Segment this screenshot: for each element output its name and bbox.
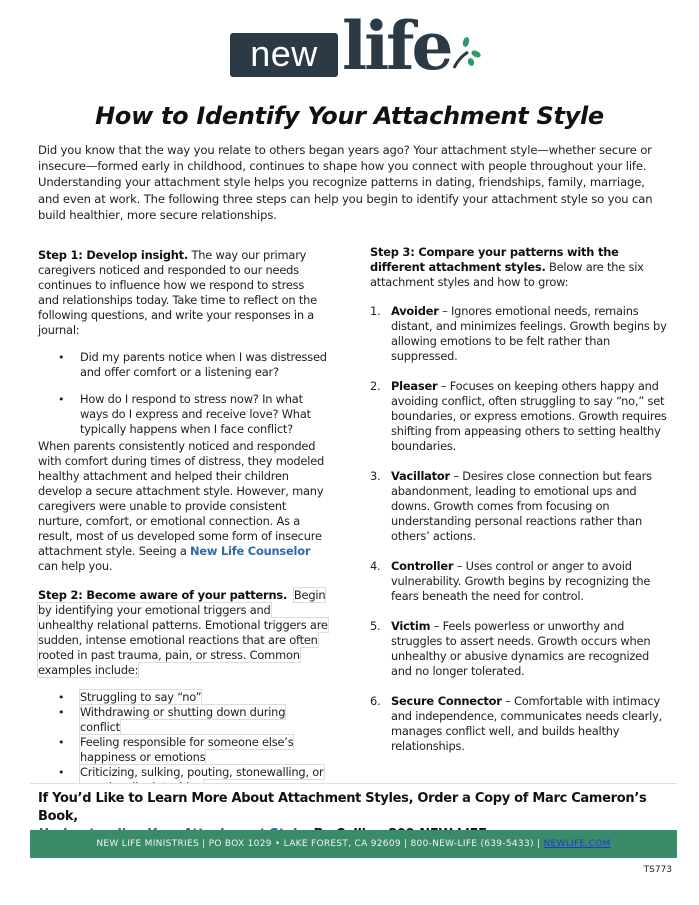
step2-heading: Step 2: Become aware of your patterns. [38,588,288,602]
style-item-controller [370,559,670,604]
example-text: Feeling responsible for someone else’s happiness or emotions [80,735,294,764]
step1-followup-text: When parents consistently noticed and responded with comfort during times of distress, they modeled healthy attachment and helped their children develop a secure attachment style. However, many caregivers were unable to provide consistent nurture, comfort, or emotional connection. As a result, most of us developed some form of insecure attachment style. Seeing a [38,439,325,558]
list-item [38,735,328,765]
step2-paragraph [38,588,328,678]
style-number: 4. [370,559,381,573]
intro-paragraph: Did you know that the way you relate to others began years ago? Your attachment style—whether secure or insecure—formed early in childhood, continues to shape how you connect with people throughout your life. Understanding your attachment style helps you recognize patterns in dating, friendships, family, marriage, and even at work. The following three steps can help you begin to identify your attachment style so you can build healthier, more secure relationships. [38,143,653,222]
style-number: 1. [370,304,381,318]
style-number: 3. [370,469,381,483]
page-title: How to Identify Your Attachment Style [95,102,604,130]
step1-body: The way our primary caregivers noticed and responded to our needs continues to influence how we respond to stress and relationships today. Take time to reflect on the following questions, and write your responses in a journal: [38,248,317,337]
example-text: Withdrawing or shutting down during conflict [80,705,286,734]
example-text: Criticizing, sulking, pouting, stonewalling, or [80,765,324,794]
style-desc: – Uses control or anger to avoid vulnerability. Growth begins by recognizing the fears beneath the need for control. [391,559,651,603]
style-number: 6. [370,694,381,708]
step3-paragraph [370,245,670,290]
footer-contact-band [30,830,677,858]
step3-heading: Step 3: Compare your patterns with the different attachment styles. [370,245,619,274]
callout-line1: If You’d Like to Learn More About Attachment Styles, Order a Copy of Marc Cameron’s Book, [38,791,647,824]
list-item [38,705,328,735]
style-name: Victim [391,619,431,633]
style-desc: – Focuses on keeping others happy and avoiding conflict, often struggling to say “no,” set boundaries, or express emotions. Growth requires shifting from appeasing others to setting healthy boundaries. [391,379,667,453]
step1-paragraph [38,248,328,338]
step2-body: Begin by identifying your emotional triggers and unhealthy relational patterns. Emotional triggers are sudden, intense emotional reactions that are often rooted in past trauma, pain, or stress. Common examples include: [38,588,328,677]
website-link[interactable]: NEWLIFE.COM [543,839,611,849]
footer-contact-text: NEW LIFE MINISTRIES | PO BOX 1029 • LAKE FOREST, CA 92609 | 800-NEW-LIFE (639-5433) | [96,839,544,849]
list-item [38,690,328,705]
step2-examples [38,690,328,795]
style-item-avoider [370,304,670,364]
list-item: • Did my parents notice when I was distressed and offer comfort or a listening ear? [38,350,328,380]
style-number: 5. [370,619,381,633]
new-life-logo [230,7,490,86]
style-number: 2. [370,379,381,393]
leaf-icon [452,36,482,70]
new-life-counselor-link[interactable]: New Life Counselor [190,544,311,558]
style-desc: – Ignores emotional needs, remains distant, and minimizes feelings. Growth begins by allowing emotions to be felt rather than suppressed. [391,304,667,363]
style-desc: – Feels powerless or unworthy and struggles to assert needs. Growth occurs when unhealthy or abusive dynamics are recognized and no longer tolerated. [391,619,651,678]
style-name: Secure Connector [391,694,502,708]
step1-followup-end: can help you. [38,559,113,573]
right-column [370,245,670,769]
style-item-vacillator [370,469,670,544]
list-item: • How do I respond to stress now? In what ways do I express and receive love? What typically happens when I face conflict? [38,392,328,437]
example-text: Struggling to say “no” [80,690,202,704]
book-callout [30,783,677,830]
style-item-pleaser [370,379,670,454]
logo-life-text: life [342,7,451,85]
document-code: TS773 [643,865,672,875]
style-name: Avoider [391,304,439,318]
attachment-styles-list [370,304,670,754]
style-item-secure-connector [370,694,670,754]
style-name: Pleaser [391,379,438,393]
left-column [38,248,328,795]
style-name: Vacillator [391,469,450,483]
style-item-victim [370,619,670,679]
logo-new-box: new [230,33,338,77]
step3-body: Below are the six attachment styles and how to grow: [370,260,644,289]
step1-followup [38,439,328,574]
style-name: Controller [391,559,454,573]
style-desc: – Desires close connection but fears abandonment, leading to emotional ups and downs. Growth comes from focusing on understanding personal reactions rather than others’ actions. [391,469,652,543]
step1-questions [38,350,328,437]
step1-heading: Step 1: Develop insight. [38,248,189,262]
style-desc: – Comfortable with intimacy and independence, communicates needs clearly, manages conflict well, and builds healthy relationships. [391,694,663,753]
